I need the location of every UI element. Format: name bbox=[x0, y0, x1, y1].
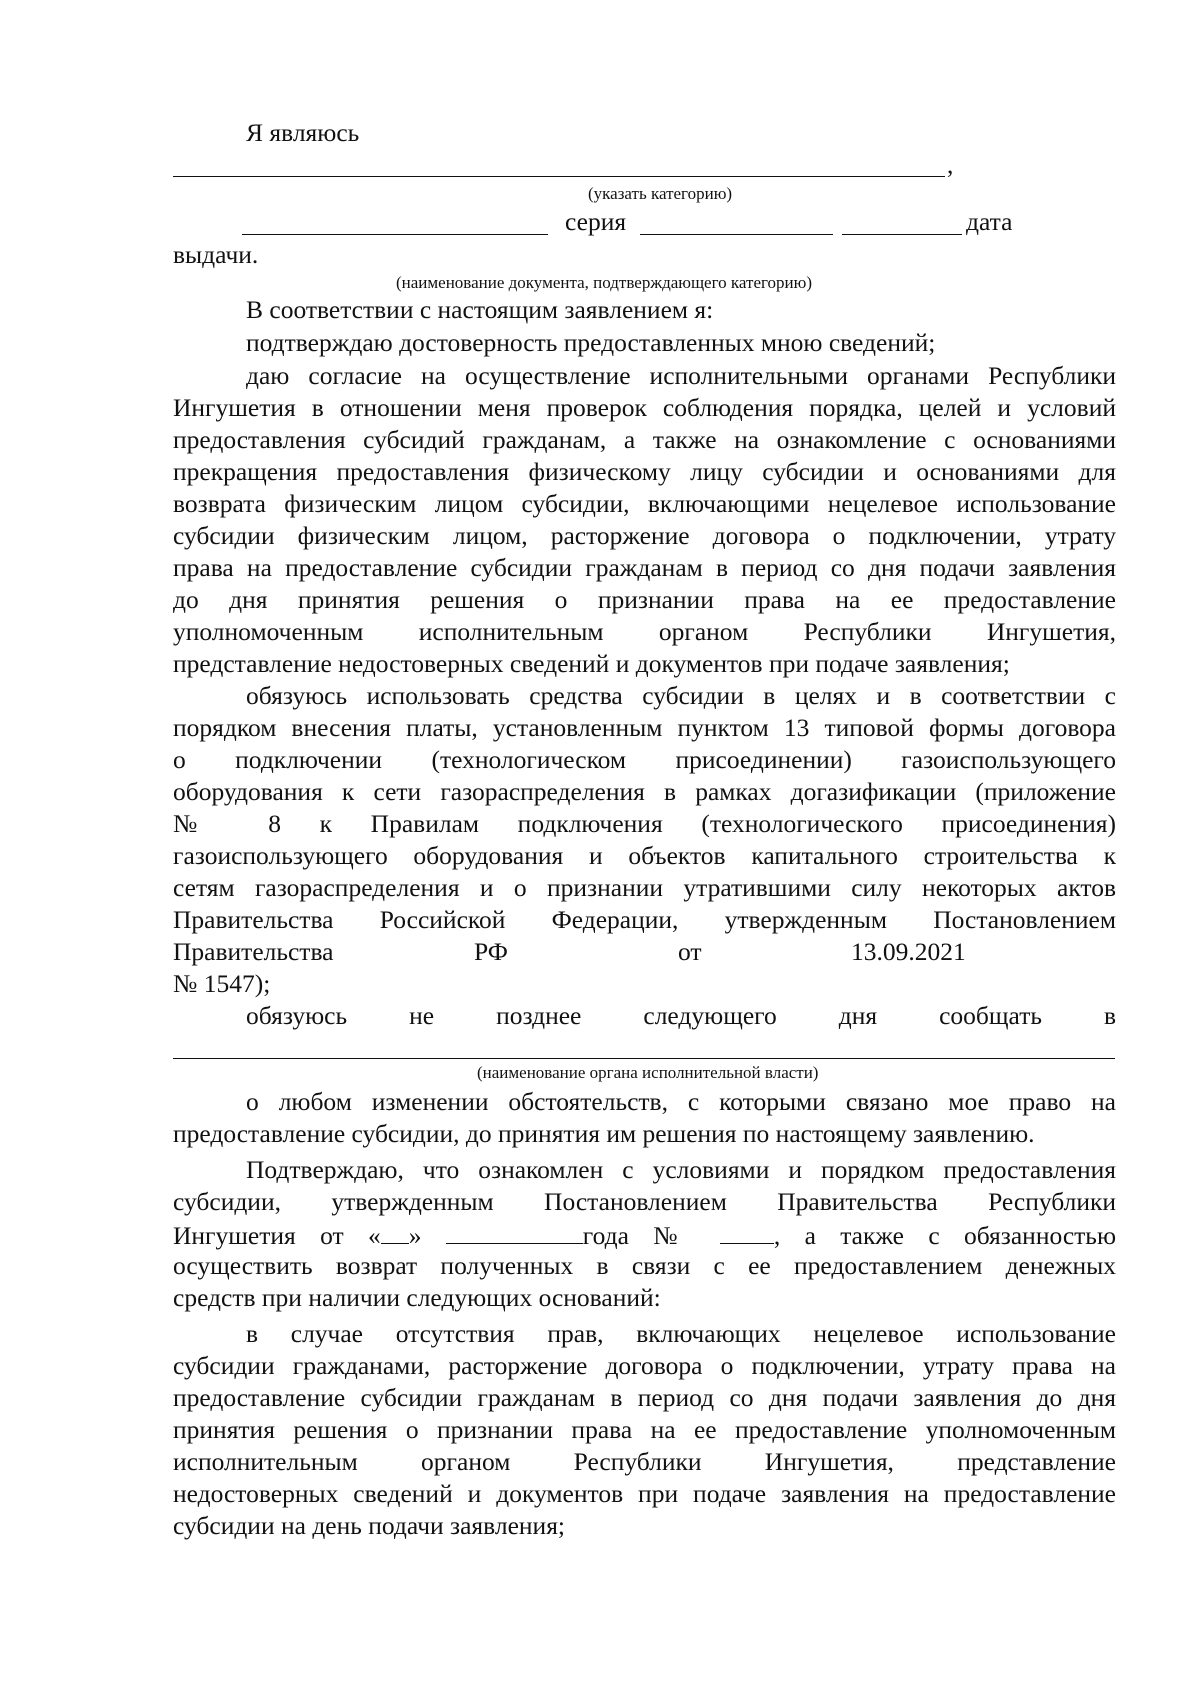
date-label: дата bbox=[966, 207, 1013, 236]
consent-line: предоставления субсидий гражданам, а также на ознакомление с основаниями bbox=[173, 425, 1116, 454]
case-line: недостоверных сведений и документов при подаче заявления на предоставление bbox=[173, 1479, 1116, 1508]
ack-line-decree bbox=[173, 1219, 1116, 1251]
consent-line: до дня принятия решения о признании права на ее предоставление bbox=[173, 585, 1116, 614]
decree-day-blank bbox=[381, 1219, 409, 1244]
ack-quote-close: » bbox=[408, 1221, 422, 1250]
change-line: предоставление субсидии, до принятия им решения по настоящему заявлению. bbox=[173, 1119, 1035, 1148]
notify-word: дня bbox=[838, 1001, 878, 1030]
authority-blank-line bbox=[173, 1058, 1115, 1059]
number-blank-line bbox=[842, 234, 962, 235]
ack-number-group bbox=[720, 1221, 1116, 1250]
obligation-line: № 8 к Правилам подключения (технологического присоединения) bbox=[173, 809, 1116, 838]
notify-word: позднее bbox=[496, 1001, 582, 1030]
confirm-accuracy: подтверждаю достоверность предоставленных мною сведений; bbox=[246, 328, 936, 357]
consent-line: возврата физическим лицом субсидии, включающими нецелевое использование bbox=[173, 489, 1116, 518]
series-label: серия bbox=[565, 207, 627, 236]
decree-word: РФ bbox=[474, 937, 508, 966]
obligation-line: порядком внесения платы, установленным пунктом 13 типовой формы договора bbox=[173, 713, 1116, 742]
authority-hint: (наименование органа исполнительной власти) bbox=[477, 1063, 819, 1082]
consent-line: уполномоченным исполнительным органом Республики Ингушетия, bbox=[173, 617, 1116, 646]
series-blank-line bbox=[640, 234, 833, 235]
obligation-line: о подключении (технологическом присоединении) газоиспользующего bbox=[173, 745, 1116, 774]
i-am-label: Я являюсь bbox=[246, 118, 360, 147]
statement-intro: В соответствии с настоящим заявлением я: bbox=[246, 295, 714, 324]
ack-also: , а также с обязанностью bbox=[773, 1221, 1116, 1250]
consent-line: права на предоставление субсидии гражданам в период со дня подачи заявления bbox=[173, 553, 1116, 582]
category-blank-line bbox=[173, 176, 945, 177]
obligation-line: Правительства Российской Федерации, утвержденным Постановлением bbox=[173, 905, 1116, 934]
ack-year-group bbox=[446, 1221, 696, 1250]
issue-label: выдачи. bbox=[173, 240, 259, 269]
case-line: субсидии гражданами, расторжение договора о подключении, утрату права на bbox=[173, 1351, 1116, 1380]
obligation-line: сетям газораспределения и о признании утратившими силу некоторых актов bbox=[173, 873, 1116, 902]
ack-year-number: года № bbox=[582, 1221, 696, 1250]
consent-line: даю согласие на осуществление исполнительными органами Республики bbox=[246, 361, 1116, 390]
notify-word: сообщать bbox=[939, 1001, 1042, 1030]
document-hint: (наименование документа, подтверждающего категорию) bbox=[396, 273, 812, 292]
case-line: принятия решения о признании права на ее предоставление уполномоченным bbox=[173, 1415, 1116, 1444]
notify-word: не bbox=[409, 1001, 435, 1030]
case-line: исполнительным органом Республики Ингушетия, представление bbox=[173, 1447, 1116, 1476]
case-line: предоставление субсидии гражданам в период со дня подачи заявления до дня bbox=[173, 1383, 1116, 1412]
ack-line: субсидии, утвержденным Постановлением Правительства Республики bbox=[173, 1187, 1116, 1216]
obligation-line: газоиспользующего оборудования и объектов капитального строительства к bbox=[173, 841, 1116, 870]
consent-line: прекращения предоставления физическому лицу субсидии и основаниями для bbox=[173, 457, 1116, 486]
notify-line bbox=[246, 1001, 1116, 1031]
case-line-last: субсидии на день подачи заявления; bbox=[173, 1511, 566, 1540]
change-line: о любом изменении обстоятельств, с которыми связано мое право на bbox=[246, 1087, 1116, 1116]
notify-word: в bbox=[1103, 1001, 1117, 1030]
consent-line: Ингушетия в отношении меня проверок соблюдения порядка, целей и условий bbox=[173, 393, 1116, 422]
decree-date: 13.09.2021 bbox=[851, 937, 966, 966]
notify-word: следующего bbox=[643, 1001, 777, 1030]
ack-line: средств при наличии следующих оснований: bbox=[173, 1283, 661, 1312]
decree-word: от bbox=[678, 937, 702, 966]
obligation-line: обязуюсь использовать средства субсидии в целях и в соответствии с bbox=[246, 681, 1116, 710]
consent-line-last: представление недостоверных сведений и документов при подаче заявления; bbox=[173, 649, 1010, 678]
category-comma: , bbox=[947, 150, 954, 179]
ack-decree-from: Ингушетия от « bbox=[173, 1221, 381, 1250]
decree-number-blank bbox=[720, 1219, 774, 1244]
category-hint: (указать категорию) bbox=[588, 184, 733, 203]
decree-number: № 1547); bbox=[173, 969, 271, 998]
decree-month-blank bbox=[446, 1219, 583, 1244]
decree-word: Правительства bbox=[173, 937, 334, 966]
consent-line: субсидии физическим лицом, расторжение договора о подключении, утрату bbox=[173, 521, 1116, 550]
document-name-blank-line bbox=[242, 234, 548, 235]
ack-line: осуществить возврат полученных в связи с ее предоставлением денежных bbox=[173, 1251, 1116, 1280]
ack-line: Подтверждаю, что ознакомлен с условиями и порядком предоставления bbox=[246, 1155, 1116, 1184]
notify-word: обязуюсь bbox=[246, 1001, 348, 1030]
obligation-line: оборудования к сети газораспределения в рамках догазификации (приложение bbox=[173, 777, 1116, 806]
case-line: в случае отсутствия прав, включающих нецелевое использование bbox=[246, 1319, 1116, 1348]
